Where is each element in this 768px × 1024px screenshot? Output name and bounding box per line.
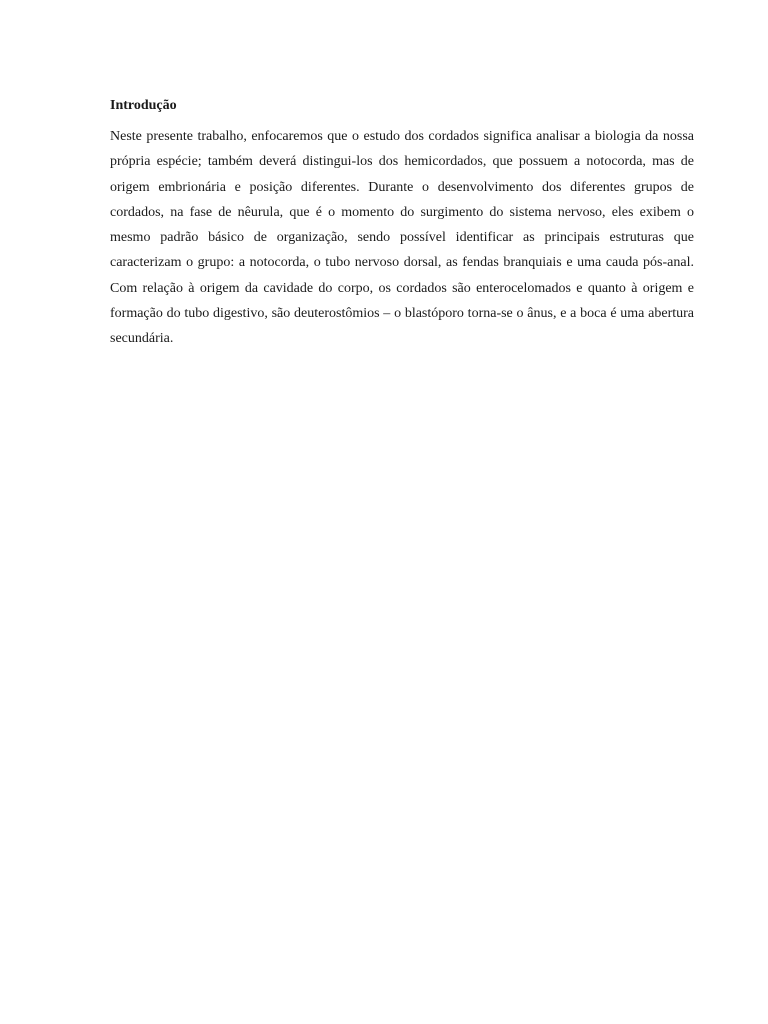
body-paragraph: Neste presente trabalho, enfocaremos que o estudo dos cordados significa analisar a biologia da nossa própria espécie; também deverá distingui-los dos hemicordados, que possuem a notocorda, mas de origem embrionária e posição diferentes. Durante o desenvolvimento dos diferentes grupos de cordados, na fase de nêurula, que é o momento do surgimento do sistema nervoso, eles exibem o mesmo padrão básico de organização, sendo possível identificar as principais estruturas que caracterizam o grupo: a notocorda, o tubo nervoso dorsal, as fendas branquiais e uma cauda pós-anal. Com relação à origem da cavidade do corpo, os cordados são enterocelomados e quanto à origem e formação do tubo digestivo, são deuterostômios – o blastóporo torna-se o ânus, e a boca é uma abertura secundária. [110,129,694,347]
section-heading: Introdução [110,98,177,113]
document-content [110,94,694,352]
